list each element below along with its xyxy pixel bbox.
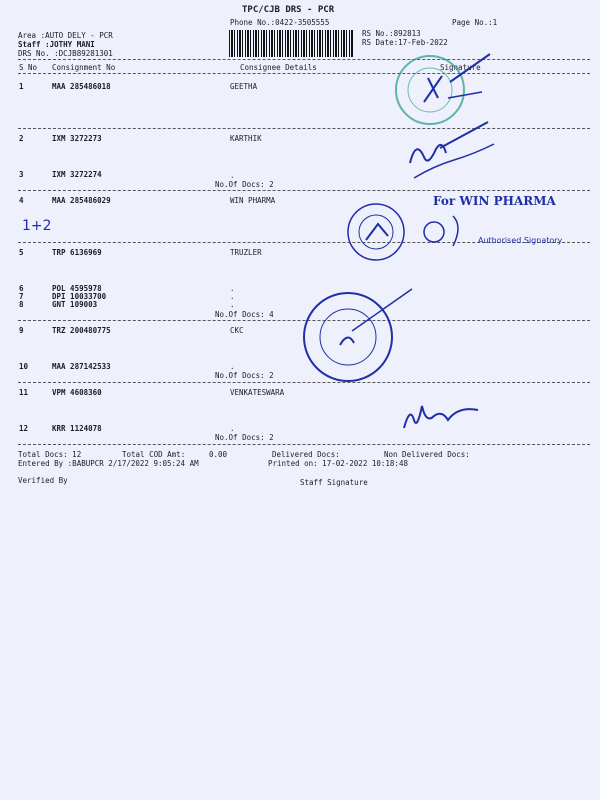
total-docs: Total Docs: 12	[18, 450, 82, 459]
rs-number: RS No.:892813	[362, 29, 421, 38]
phone-number: Phone No.:0422-3505555	[230, 18, 330, 27]
col-sno: S No	[19, 63, 38, 72]
rs-date: RS Date:17-Feb-2022	[362, 38, 448, 47]
row-divider	[18, 444, 590, 445]
col-consignee-details: Consignee Details	[240, 63, 317, 72]
row-sno: 8	[19, 300, 24, 309]
barcode	[229, 30, 353, 57]
col-signature: Signature	[440, 63, 481, 72]
row-divider	[18, 190, 590, 191]
row-consignee: .	[230, 300, 235, 309]
row-docs-count: No.Of Docs: 2	[215, 180, 274, 189]
row-consignment: TRZ 200480775	[52, 326, 111, 335]
area-label: Area :AUTO DELY - PCR	[18, 31, 113, 40]
divider	[18, 73, 590, 74]
row-consignee: KARTHIK	[230, 134, 262, 143]
total-cod-label: Total COD Amt:	[122, 450, 186, 459]
staff-label: Staff :JOTHY MANI	[18, 40, 95, 49]
row-consignee: TRUZLER	[230, 248, 262, 257]
total-cod-value: 0.00	[209, 450, 228, 459]
row-consignment: KRR 1124078	[52, 424, 102, 433]
staff-signature-label: Staff Signature	[300, 478, 368, 487]
row-sno: 9	[19, 326, 24, 335]
row-consignment: MAA 285486018	[52, 82, 111, 91]
entered-by: Entered By :BABUPCR 2/17/2022 9:05:24 AM	[18, 459, 199, 468]
row-sno: 5	[19, 248, 24, 257]
row-consignment: TRP 6136969	[52, 248, 102, 257]
row-consignee: CKC	[230, 326, 244, 335]
col-consignment: Consignment No	[52, 63, 116, 72]
company-seal-icon	[338, 202, 468, 262]
row-sno: 12	[19, 424, 29, 433]
document-title: TPC/CJB DRS - PCR	[242, 5, 335, 15]
win-pharma-stamp: For WIN PHARMA	[433, 194, 556, 208]
row-docs-count: No.Of Docs: 2	[215, 371, 274, 380]
row-consignment: MAA 287142533	[52, 362, 111, 371]
row-consignment: POL 4595978	[52, 284, 102, 293]
row-consignee: .	[230, 284, 235, 293]
drs-number: DRS No. :DCJB89281301	[18, 49, 113, 58]
row-consignee: VENKATESWARA	[230, 388, 285, 397]
row-consignee: GEETHA	[230, 82, 258, 91]
row-consignee: .	[230, 424, 235, 433]
handwritten-note: 1+2	[22, 218, 52, 234]
row-consignment: MAA 285486029	[52, 196, 111, 205]
printed-on: Printed on: 17-02-2022 10:18:48	[268, 459, 408, 468]
delivery-seal-icon	[292, 285, 422, 385]
row-consignment: GNT 109003	[52, 300, 98, 309]
row-sno: 6	[19, 284, 24, 293]
delivered-docs: Delivered Docs:	[272, 450, 340, 459]
row-divider	[18, 128, 590, 129]
row-sno: 11	[19, 388, 29, 397]
row-docs-count: No.Of Docs: 2	[215, 433, 274, 442]
row-docs-count: No.Of Docs: 4	[215, 310, 274, 319]
row-consignment: IXM 3272273	[52, 134, 102, 143]
row-sno: 1	[19, 82, 24, 91]
row-sno: 4	[19, 196, 24, 205]
row-sno: 2	[19, 134, 24, 143]
handwritten-phone-icon	[400, 118, 500, 188]
row-consignee: .	[230, 292, 235, 301]
authorised-signatory: Authorised Signatory	[478, 236, 563, 245]
row-consignment: DPI 10033700	[52, 292, 107, 301]
row-sno: 10	[19, 362, 29, 371]
row-consignment: IXM 3272274	[52, 170, 102, 179]
row-consignee: .	[230, 362, 235, 371]
staff-handwritten-signature-icon	[398, 398, 488, 438]
non-delivered-docs: Non Delivered Docs:	[384, 450, 470, 459]
page-number: Page No.:1	[452, 18, 498, 27]
row-sno: 3	[19, 170, 24, 179]
divider	[18, 59, 590, 60]
verified-by: Verified By	[18, 476, 68, 485]
row-consignee: .	[230, 171, 235, 180]
row-consignment: VPM 4608360	[52, 388, 102, 397]
row-sno: 7	[19, 292, 24, 301]
row-consignee: WIN PHARMA	[230, 196, 276, 205]
